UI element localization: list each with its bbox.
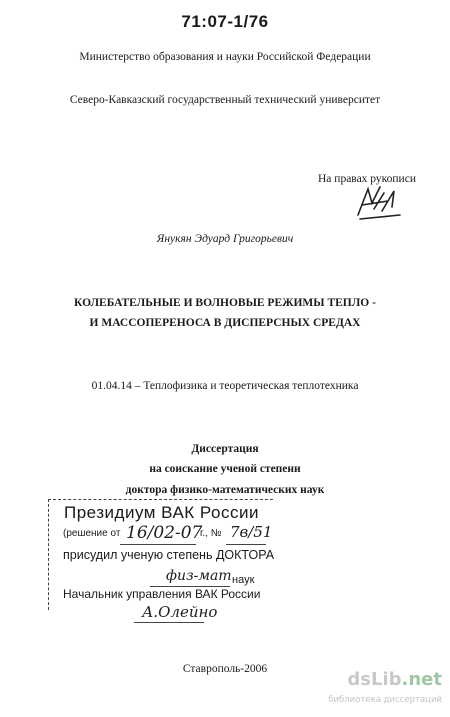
stamp-chief-title: Начальник управления ВАК России	[63, 587, 261, 601]
stamp-decision-label: (решение от	[63, 528, 121, 539]
dslib-subtitle: библиотека диссертаций	[328, 695, 442, 705]
stamp-science-field: физ-мат	[166, 568, 232, 584]
stamp-decision-date: 16/02-07	[126, 523, 203, 543]
dissertation-title-line-1: КОЛЕБАТЕЛЬНЫЕ И ВОЛНОВЫЕ РЕЖИМЫ ТЕПЛО -	[74, 297, 376, 309]
university-line: Северо-Кавказский государственный технический университет	[69, 94, 381, 106]
dissertation-title-line-2: И МАССОПЕРЕНОСА В ДИСПЕРСНЫХ СРЕДАХ	[89, 317, 361, 329]
author-signature	[354, 185, 408, 225]
dslib-logo-tld: .net	[401, 669, 442, 690]
stamp-title: Президиум ВАК России	[64, 503, 259, 522]
stamp-awarded-degree: присудил ученую степень ДОКТОРА	[63, 548, 275, 562]
number-underline	[226, 544, 266, 545]
specialty-line: 01.04.14 – Теплофизика и теоретическая теплотехника	[91, 380, 359, 392]
archive-code: 71:07-1/76	[181, 12, 269, 31]
date-underline	[120, 544, 196, 545]
manuscript-rights-note: На правах рукописи	[318, 173, 416, 185]
degree-line-3: доктора физико-математических наук	[125, 484, 325, 496]
city-year: Ставрополь-2006	[182, 663, 268, 675]
stamp-decision-no-label: г., №	[200, 528, 222, 539]
stamp-sciences-word: наук	[232, 574, 255, 586]
degree-line-1: Диссертация	[191, 443, 259, 455]
stamp-decision-number: 7в/51	[230, 523, 273, 541]
dslib-watermark	[322, 669, 446, 713]
dslib-logo-main: dsLib	[347, 669, 402, 690]
degree-line-2: на соискание ученой степени	[149, 463, 301, 475]
signature-underline	[134, 622, 204, 623]
ministry-line: Министерство образования и науки Российской Федерации	[79, 51, 371, 63]
author-name: Янукян Эдуард Григорьевич	[156, 233, 294, 245]
dslib-logo	[347, 669, 442, 690]
stamp-chief-signature: А.Олейно	[142, 603, 218, 621]
